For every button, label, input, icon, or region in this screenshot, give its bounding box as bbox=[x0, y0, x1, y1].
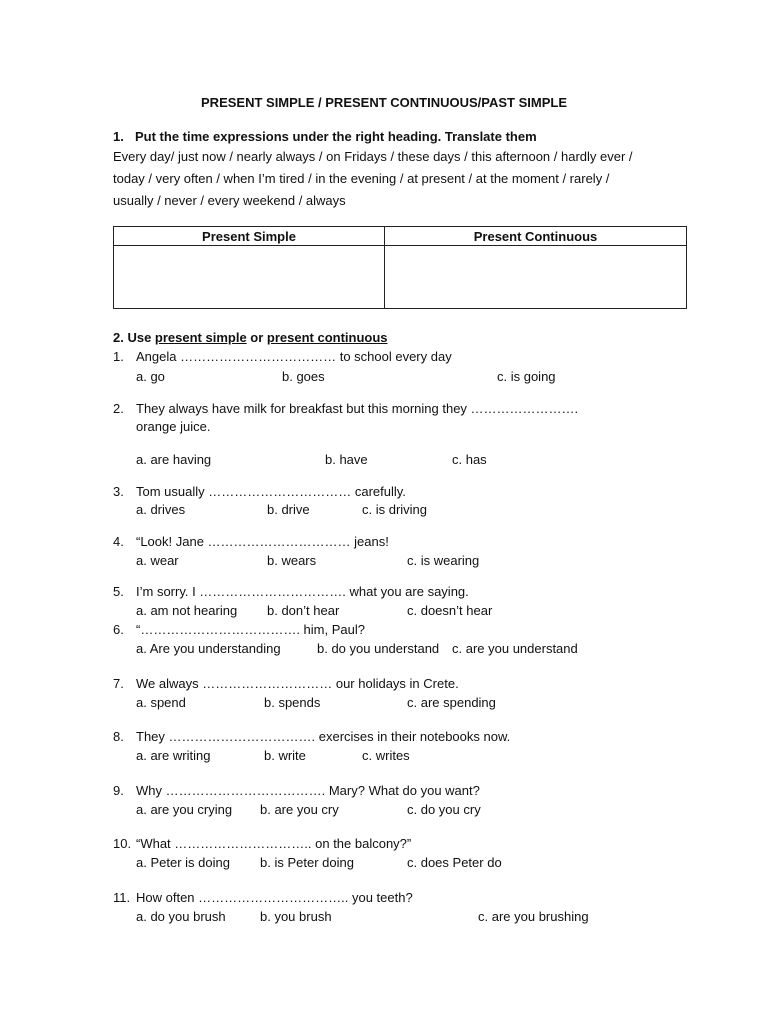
question-text: How often …………………………….. you teeth? bbox=[136, 890, 413, 905]
heading-table bbox=[113, 226, 687, 309]
answer-option[interactable]: a. spend bbox=[136, 695, 186, 710]
answer-option[interactable]: c. are you brushing bbox=[478, 909, 589, 924]
question-text: “Look! Jane …………………………… jeans! bbox=[136, 534, 389, 549]
answer-option[interactable]: b. is Peter doing bbox=[260, 855, 354, 870]
answer-option[interactable]: c. do you cry bbox=[407, 802, 481, 817]
answer-option[interactable]: b. have bbox=[325, 452, 368, 467]
answer-option[interactable]: c. is going bbox=[497, 369, 556, 384]
answer-option[interactable]: a. are writing bbox=[136, 748, 211, 763]
time-expressions-line-3: usually / never / every weekend / always bbox=[113, 193, 346, 208]
question-number: 6. bbox=[113, 622, 124, 637]
answer-option[interactable]: a. drives bbox=[136, 502, 186, 517]
answer-option[interactable]: c. is driving bbox=[362, 502, 428, 517]
answer-option[interactable]: c. writes bbox=[362, 748, 410, 763]
table-header-present-continuous: Present Continuous bbox=[385, 227, 687, 246]
question-text-continued: orange juice. bbox=[136, 419, 211, 434]
question-number: 1. bbox=[113, 349, 124, 364]
question-text: We always ………………………… our holidays in Crete. bbox=[136, 676, 459, 691]
answer-option[interactable]: b. do you understand bbox=[317, 641, 440, 656]
answer-option[interactable]: b. spends bbox=[264, 695, 321, 710]
question-text: “………………………………. him, Paul? bbox=[136, 622, 365, 637]
answer-option[interactable]: a. Are you understanding bbox=[136, 641, 281, 656]
section2-heading bbox=[113, 330, 388, 346]
answer-option[interactable]: c. are spending bbox=[407, 695, 496, 710]
present-continuous-answer-cell[interactable] bbox=[385, 246, 687, 309]
answer-option[interactable]: c. doesn’t hear bbox=[407, 603, 493, 618]
question-number: 9. bbox=[113, 783, 124, 798]
section2-heading-or: or bbox=[246, 330, 267, 345]
question-text: Tom usually …………………………… carefully. bbox=[136, 484, 406, 499]
question-number: 5. bbox=[113, 584, 124, 599]
section1-heading bbox=[113, 129, 537, 145]
question-number: 8. bbox=[113, 729, 124, 744]
answer-option[interactable]: a. wear bbox=[136, 553, 179, 568]
answer-option[interactable]: b. goes bbox=[282, 369, 325, 384]
section1-number: 1. bbox=[113, 129, 124, 144]
table-header-present-simple: Present Simple bbox=[114, 227, 385, 246]
question-number: 2. bbox=[113, 401, 124, 416]
time-expressions-line-1: Every day/ just now / nearly always / on Fridays / these days / this afternoon / hardly ever / bbox=[113, 149, 633, 164]
present-simple-answer-cell[interactable] bbox=[114, 246, 385, 309]
answer-option[interactable]: b. drive bbox=[267, 502, 310, 517]
answer-option[interactable]: a. Peter is doing bbox=[136, 855, 230, 870]
answer-option[interactable]: a. go bbox=[136, 369, 165, 384]
section1-heading-text: Put the time expressions under the right heading. Translate them bbox=[135, 129, 537, 144]
question-text: I’m sorry. I ……………………………. what you are saying. bbox=[136, 584, 469, 599]
page-title: PRESENT SIMPLE / PRESENT CONTINUOUS/PAST SIMPLE bbox=[201, 95, 567, 110]
question-text: Why ………………………………. Mary? What do you want? bbox=[136, 783, 480, 798]
question-number: 3. bbox=[113, 484, 124, 499]
question-number: 7. bbox=[113, 676, 124, 691]
answer-option[interactable]: b. wears bbox=[267, 553, 317, 568]
question-text: Angela ……………………………… to school every day bbox=[136, 349, 452, 364]
answer-option[interactable]: b. don’t hear bbox=[267, 603, 340, 618]
answer-option[interactable]: a. do you brush bbox=[136, 909, 226, 924]
answer-option[interactable]: b. write bbox=[264, 748, 306, 763]
answer-option[interactable]: c. does Peter do bbox=[407, 855, 502, 870]
answer-option[interactable]: a. are having bbox=[136, 452, 212, 467]
answer-option[interactable]: a. am not hearing bbox=[136, 603, 238, 618]
section2-heading-present-continuous: present continuous bbox=[266, 330, 388, 345]
question-number: 11. bbox=[113, 890, 131, 905]
question-text: “What ………………………….. on the balcony?” bbox=[136, 836, 412, 851]
answer-option[interactable]: c. are you understand bbox=[452, 641, 578, 656]
answer-option[interactable]: b. are you cry bbox=[260, 802, 339, 817]
answer-option[interactable]: c. has bbox=[452, 452, 487, 467]
section2-heading-prefix: 2. Use bbox=[113, 330, 155, 345]
answer-option[interactable]: a. are you crying bbox=[136, 802, 233, 817]
answer-option[interactable]: b. you brush bbox=[260, 909, 332, 924]
answer-option[interactable]: c. is wearing bbox=[407, 553, 480, 568]
time-expressions-line-2: today / very often / when I’m tired / in the evening / at present / at the moment / rarely / bbox=[113, 171, 610, 186]
question-number: 4. bbox=[113, 534, 124, 549]
question-text: They always have milk for breakfast but this morning they ……………………. bbox=[136, 401, 579, 416]
section2-heading-present-simple: present simple bbox=[154, 330, 247, 345]
question-text: They ……………………………. exercises in their notebooks now. bbox=[136, 729, 511, 744]
question-number: 10. bbox=[113, 836, 132, 851]
